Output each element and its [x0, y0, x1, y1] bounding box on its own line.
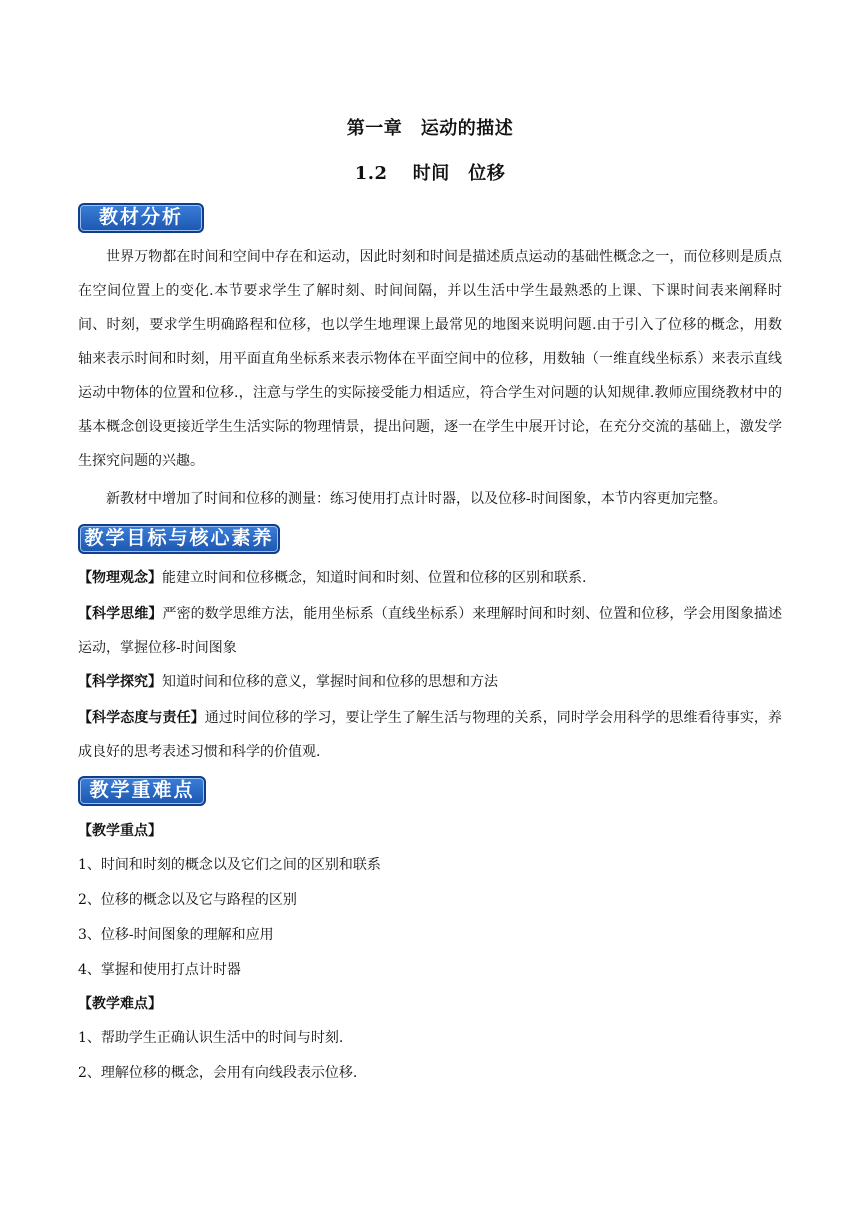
- goal-scientific-inquiry: [78, 665, 782, 699]
- badge-teaching-goals: 教学目标与核心素养: [78, 524, 280, 554]
- focus-item: 3、位移-时间图象的理解和应用: [78, 927, 274, 943]
- focus-item: 1、时间和时刻的概念以及它们之间的区别和联系: [78, 857, 381, 873]
- focus-item: 4、掌握和使用打点计时器: [78, 962, 241, 978]
- goal-text: 能建立时间和位移概念，知道时间和时刻、位置和位移的区别和联系.: [162, 570, 587, 586]
- analysis-paragraph-1: 世界万物都在时间和空间中存在和运动，因此时刻和时间是描述质点运动的基础性概念之一，而位移则是质点在空间位置上的变化.本节要求学生了解时刻、时间间隔，并以生活中学生最熟悉的上课、下课时间表来阐释时间、时刻，要求学生明确路程和位移，也以学生地理课上最常见的地图来说明问题.由于引入了位移的概念，用数轴来表示时间和时刻，用平面直角坐标系来表示物体在平面空间中的位移，用数轴（一维直线坐标系）来表示直线运动中物体的位置和位移.，注意与学生的实际接受能力相适应，符合学生对问题的认知规律.教师应围绕教材中的基本概念创设更接近学生生活实际的物理情景，提出问题，逐一在学生中展开讨论，在充分交流的基础上，激发学生探究问题的兴趣。: [78, 249, 782, 469]
- difficulty-item: 2、理解位移的概念，会用有向线段表示位移.: [78, 1065, 358, 1081]
- chapter-title: 第一章 运动的描述: [346, 118, 514, 139]
- goal-label: 【科学思维】: [78, 606, 163, 622]
- focus-heading: 【教学重点】: [78, 823, 162, 839]
- goal-physics-concept: [78, 561, 782, 595]
- analysis-paragraph-2: 新教材中增加了时间和位移的测量：练习使用打点计时器，以及位移-时间图象，本节内容更加完整。: [106, 491, 727, 507]
- focus-item: 2、位移的概念以及它与路程的区别: [78, 892, 297, 908]
- goal-text: 通过时间位移的学习，要让学生了解生活与物理的关系，同时学会用科学的思维看待事实，养成良好的思考表述习惯和科学的价值观.: [78, 710, 782, 760]
- section-title: 1.2 时间 位移: [354, 163, 506, 184]
- badge-key-difficult-points: 教学重难点: [78, 776, 206, 806]
- goal-attitude-responsibility: [78, 701, 782, 769]
- difficulty-item: 1、帮助学生正确认识生活中的时间与时刻.: [78, 1030, 344, 1046]
- goal-scientific-thinking: [78, 597, 782, 665]
- difficulty-heading: 【教学难点】: [78, 996, 162, 1012]
- goal-text: 知道时间和位移的意义，掌握时间和位移的思想和方法: [162, 674, 498, 690]
- badge-textbook-analysis: 教材分析: [78, 203, 204, 233]
- goal-label: 【科学探究】: [78, 674, 162, 690]
- goal-label: 【物理观念】: [78, 570, 162, 586]
- goal-label: 【科学态度与责任】: [78, 710, 205, 726]
- goal-text: 严密的数学思维方法，能用坐标系（直线坐标系）来理解时间和时刻、位置和位移，学会用图象描述运动，掌握位移-时间图象: [78, 606, 783, 656]
